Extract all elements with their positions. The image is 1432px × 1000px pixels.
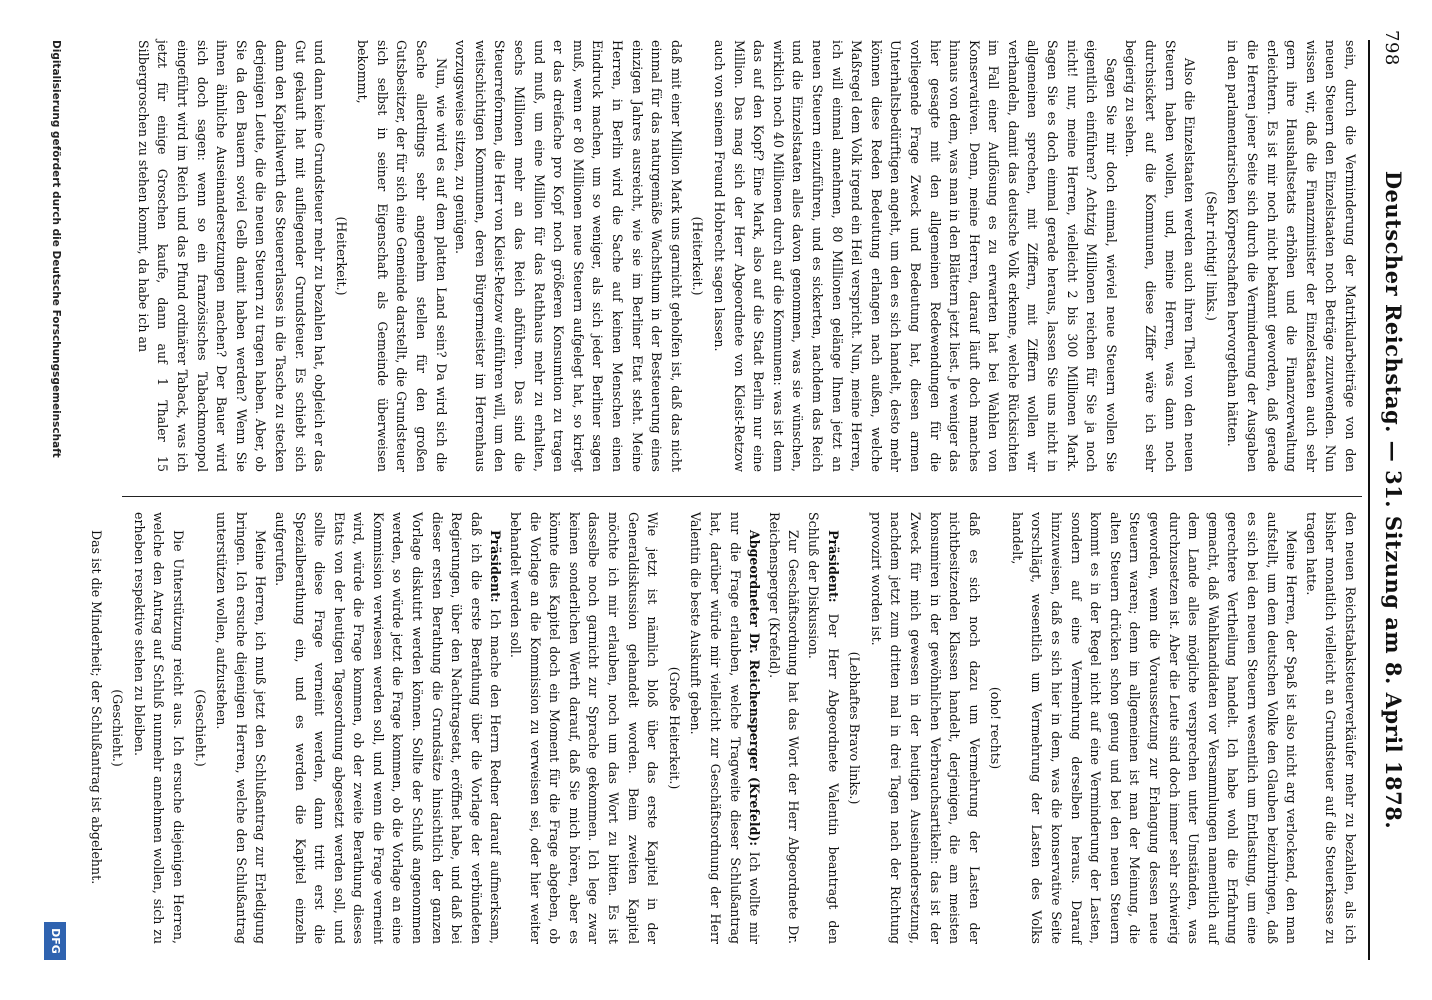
right-column	[88, 512, 1360, 944]
speaker-name: Präsident:	[825, 530, 841, 603]
paragraph: den neuen Reichstabaksteuerverkäufer mehr zu bezahlen, als ich bisher monatlich vielleicht an Grundsteuer auf die Steuerkasse zu tragen hatte.	[1303, 512, 1358, 944]
speaker-name: Abgeordneter Dr. Reichensperger (Krefeld):	[747, 530, 763, 847]
interjection: (Sehr richtig! links.)	[1203, 191, 1219, 321]
interjection: (Lebhaftes Bravo links.)	[847, 651, 863, 805]
speech	[686, 512, 764, 944]
paragraph: Also die Einzelstaaten werden auch ihren Theil von den neuen Steuern haben wollen, und, meine Herren, was dann noch durchsickert auf die Kommunen, diese Ziffer wäre ich sehr begierig zu sehen.	[1123, 40, 1198, 472]
interjection: (Heiterkeit.)	[690, 216, 706, 296]
speech-text: Ich wollte mir nur die Frage erlauben, welche Tragweite dieser Schlußantrag hat, darüber würde mir vielleicht zur Geschäftsordnung der Herr Valentin die beste Auskunft geben.	[688, 512, 763, 944]
interjection: (Heiterkeit.)	[333, 216, 349, 296]
speech-text: Ich mache den Herrn Redner darauf aufmerksam, daß ich die erste Berathung über die Vorlage der verbündeten Regierungen, über den Nachtragsetat, eröffnet habe, und daß bei dieser ersten Berathung die Grundsätze hinsichtlich der ganzen Vorlage diskutirt werden können. Sollte der Schluß angenommen werden, so würde jetzt die Frage kommen, ob die Vorlage an eine Kommission verwiesen werden soll, und wenn die Frage verneint wird, würde die Frage kommen, ob der zweite Berathung dieses Etats von der heutigen Tagesordnung abgesetzt werden soll, und sollte diese Frage verneint werden, dann tritt erst die Spezialberathung ein, und es werden die Kapitel einzeln aufgerufen.	[272, 512, 504, 944]
paragraph: Meine Herren, ich muß jetzt den Schlußantrag zur Erledigung bringen. Ich ersuche diejenigen Herren, welche den Schlußantrag unterstützen wollen, aufzustehen.	[214, 512, 269, 944]
paragraph: Die Unterstützung reicht aus. Ich ersuche diejenigen Herren, welche den Antrag auf Schluß nunmehr annehmen wollen, sich zu erheben respektive stehen zu bleiben.	[131, 512, 186, 944]
interjection: (Geschieht.)	[192, 689, 208, 767]
speech	[803, 512, 842, 944]
paragraph: und dann keine Grundsteuer mehr zu bezahlen hat, obgleich er das Gut gekauft hat mit aufliegender Grundsteuer. Es schiebt sich dann den Kapitalwerth des Steuererlasses in die Tasche zu stecken derjenigen Leute, die die neuen Steuern zu tragen haben. Aber, ob Sie da den Bauern soviel Gelb damit haben werden? Wenn Sie ihnen ähnliche Auseinandersetzungen machen? Der Bauer wird sich doch sagen: wenn so ein französisches Tabackmonopol eingeführt wird im Reich und das Pfund ordinärer Taback, was ich jetzt für einige Groschen kaufe, dann auf 1 Thaler 15 Silbergroschen zu stehen kommt, da habe ich an	[135, 40, 328, 472]
paragraph: Meine Herren, der Spaß ist also nicht arg verlockend, den man aufstellt, um dem deutschen Volke den Glauben beizubringen, daß es sich bei den neuen Steuern wesentlich um Entlastung, um eine gerechtere Vertheilung handelt. Ich habe wohl die Erfahrung gemacht, daß Wahlkandidaten vor Versammlungen namentlich auf dem Lande alles mögliche versprechen unter Umständen, was durchzusetzen ist. Aber die Leute sind doch immer sehr schwierig geworden, wenn die Voraussetzung zur Erlangung dessen neue Steuern waren; denn im allgemeinen ist man der Meinung, die alten Steuern drücken schon genug und bei den neuen Steuern kommt es in der Regel nicht auf eine Verminderung der Lasten, sondern auf eine Vermehrung derselben heraus. Darauf hinzuweisen, daß es sich hier in dem, was die konservative Seite vorschlägt, wesentlich um Vermehrung der Lasten des Volks handelt,	[1009, 512, 1300, 944]
paragraph: Wie jetzt ist nämlich bloß über das erste Kapitel in der Generaldiskussion gehandelt worden. Beim zweiten Kapitel möchte ich mir erlauben, noch um das Wort zu bitten. Es ist dasselbe noch garnicht zur Sprache gekommen. Ich lege zwar keinen sonderlichen Werth darauf, daß Sie mich hören, aber es könnte dies Kapitel doch ein Moment für die Frage abgeben, ob die Vorlage an die Kommission zu verweisen sei, oder hier weiter behandelt werden soll.	[508, 512, 661, 944]
dfg-logo: DFG	[44, 922, 66, 960]
paragraph: sein, durch die Verminderung der Matrikularbeiträge von den neuen Steuern den Einzelstaaten noch Beträge zuzuwenden. Nun wissen wir, daß die Finanzminister der Einzelstaaten auch sehr gern ihre Haushaltsetats erhöhen und die Finanzverwaltung erleichtern. Es ist mir noch nicht bekannt geworden, daß gerade die Herren jener Seite sich durch die Verminderung der Ausgaben in den parlamentarischen Körperschaften hervorgethan hätten.	[1225, 40, 1358, 472]
funding-note: Digitalisierung gefördert durch die Deutsche Forschungsgemeinschaft	[50, 40, 62, 458]
paragraph: Zur Geschäftsordnung hat das Wort der Herr Abgeordnete Dr. Reichensperger (Krefeld).	[766, 512, 802, 944]
paragraph: Das ist die Minderheit; der Schlußantrag ist abgelehnt.	[88, 530, 104, 885]
speech	[270, 512, 505, 944]
page-number: 798	[1381, 30, 1402, 66]
interjection: (Geschieht.)	[110, 689, 126, 767]
paragraph: Nun, wie wird es auf dem platten Land sein? Da wird sich die Sache allerdings sehr angenehm stellen für den großen Gutsbesitzer, der für sich eine Gemeinde darstellt, die Grundsteuer sich selbst in seiner Eigenschaft als Gemeinde überweisen bekommt,	[355, 40, 449, 472]
page-header	[1368, 30, 1412, 970]
paragraph: daß es sich noch dazu um Vermehrung der Lasten der nichtbesitzenden Klassen handelt, derjenigen, die am meisten konsumiren in der gewöhnlichen Verbrauchsartikeln: das ist der Zweck für mich gewesen in der heutigen Auseinandersetzung, nachdem jetzt zum dritten mal in drei Tagen nach der Richtung provozirt worden ist.	[868, 512, 982, 944]
speech-text: Der Herr Abgeordnete Valentin beantragt den Schluß der Diskussion.	[805, 512, 841, 944]
interjection: (oho! rechts)	[988, 686, 1004, 770]
digitization-stamp	[44, 40, 66, 960]
left-column	[100, 40, 1360, 472]
paragraph: daß mit einer Million Mark uns garnicht geholfen ist, daß das nicht einmal für das naturgemäße Wachsthum in der Besteuerung eines einzigen Jahres ausreicht, wie sie im Berliner Etat steht. Meine Herren, in Berlin wird die Sache auf keinen Menschen einen Eindruck machen, um so weniger, als sich jeder Berliner sagen muß, wenn er 80 Millionen neue Steuern aufgelegt hat, so kriegt er das dreifache pro Kopf noch größeren Konsumtion zu tragen und muß, um eine Million für das Rathhaus mehr zu erhalten, sechs Millionen mehr an das Reich abführen. Das sind die Steuerreformen, die Herr von Kleist-Retzow einführen will, um den weitschichtigen Kommunen, deren Bürgermeister im Herrenhaus vorzugsweise sitzen, zu genügen.	[453, 40, 684, 472]
column-divider	[122, 496, 1362, 497]
interjection: (Große Heiterkeit.)	[666, 666, 682, 790]
paragraph: Sagen Sie mir doch einmal, wieviel neue Steuern wollen Sie eigentlich einführen? Achtzig Millionen reichen für Sie ja noch nicht! nur, meine Herren, vielleicht 2 bis 300 Millionen Mark. Sagen Sie es doch einmal gerade heraus, lassen Sie uns nicht in allgemeinen sprechen, mit Ziffern, mit Ziffern wollen wir verhandeln, damit das deutsche Volk erkenne, welche Rücksichten im Fall einer Auflösung es zu erwarten hat bei Wahlen von Konservativen. Denn, meine Herren, darauf läuft doch manches hinaus von dem, was man in den Blättern jetzt liest. Je weniger das hier gesagte mit den allgemeinen Redewendungen für die vorliegende Frage Zweck und Bedeutung hat, diesen armen Unterhaltsbedürftigen angeht, um den es sich handelt, desto mehr können diese Reden Bedeutung erlangen nach außen, welche Maßregel dem Volk irgend ein Heil verspricht. Nun, meine Herren, ich will einmal annehmen, 80 Millionen gelänge Ihnen jetzt an neuen Steuern einzuführen, und es sickerten, nachdem das Reich und die Einzelstaaten alles davon genommen, was sie wünschen, wirklich noch 40 Millionen durch auf die Kommunen: was ist denn das auf den Kopf? Eine Mark, also auf die Stadt Berlin nur eine Million. Das mag sich der Herr Abgeordnete von Kleist-Retzow auch von seinem Freund Hobrecht sagen lassen.	[712, 40, 1119, 472]
page-title: Deutscher Reichstag. — 31. Sitzung am 8. April 1878.	[1381, 170, 1406, 830]
speaker-name: Präsident:	[488, 530, 504, 603]
header-rule	[1368, 40, 1370, 960]
